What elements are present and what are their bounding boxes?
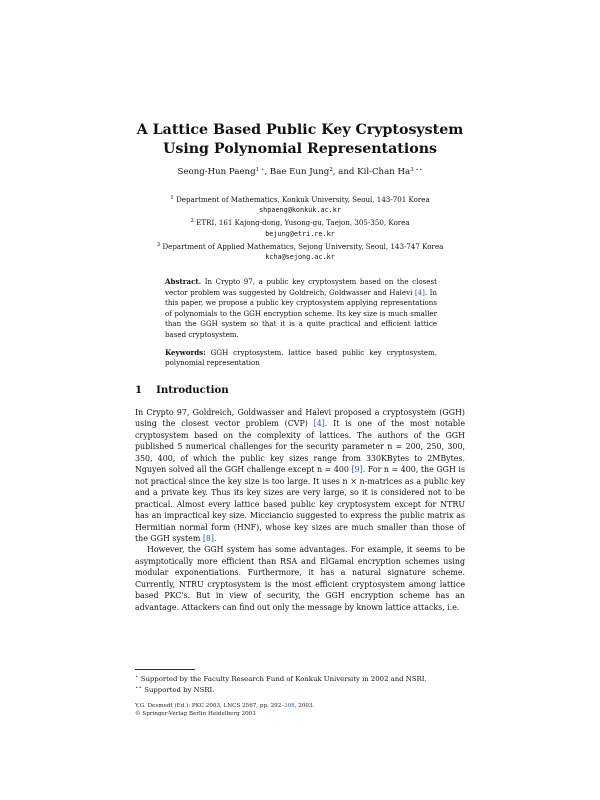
copyright-line: © Springer-Verlag Berlin Heidelberg 2003 bbox=[135, 711, 256, 718]
citation-text: Y.G. Desmedt (Ed.): PKC 2003, LNCS 2567, pp. 292– bbox=[135, 703, 285, 709]
citation-text: , 2003. bbox=[294, 703, 315, 709]
keywords-label: Keywords: bbox=[165, 347, 206, 357]
affiliation-text: Department of Applied Mathematics, Sejong University, Seoul, 143-747 Korea bbox=[162, 241, 444, 251]
keywords bbox=[165, 348, 437, 369]
author-mark: 1 ⋆ bbox=[255, 167, 265, 173]
footnote bbox=[135, 673, 465, 684]
publication-info bbox=[135, 702, 465, 718]
email[interactable]: bejung@etri.re.kr bbox=[265, 229, 335, 238]
paper-title bbox=[0, 121, 600, 159]
email[interactable]: kcha@sejong.ac.kr bbox=[265, 253, 335, 262]
author-mark: 3 ⋆⋆ bbox=[410, 167, 423, 173]
affiliation-text: Department of Mathematics, Konkuk University, Seoul, 143-701 Korea bbox=[176, 195, 430, 204]
body-text bbox=[135, 407, 465, 613]
citation-link[interactable]: [4] bbox=[313, 419, 325, 429]
paragraph-text: . It is one of the most notable cryptosystem based on the complexity of lattices. The authors of the GGH published 5 numerical challenges for the security parameter n = 200, 250, 300, 350, 400, of which the public key sizes range from 330KBytes to 2MBytes. Nguyen solved all the GGH challenge except n = 400 bbox=[135, 419, 465, 475]
title-line-2: Using Polynomial Representations bbox=[162, 141, 438, 157]
abstract-body: In Crypto 97, a public key cryptosystem based on the closest vector problem was suggested by Goldreich, Goldwasser and Halevi bbox=[165, 277, 437, 297]
section-number: 1 bbox=[135, 384, 143, 396]
section-heading bbox=[135, 384, 229, 396]
paragraph-text: In Crypto 97, Goldreich, Goldwasser and Halevi proposed a cryptosystem (GGH) using the closest vector problem (CVP) bbox=[135, 408, 465, 429]
author-name: Seong-Hun Paeng bbox=[177, 167, 256, 177]
footnote-rule bbox=[135, 669, 195, 670]
affiliation-number: 1 bbox=[170, 195, 174, 201]
affiliations bbox=[0, 193, 600, 263]
abstract-text bbox=[165, 277, 437, 341]
citation-link[interactable]: [4] bbox=[414, 287, 425, 297]
abstract-body: . In this paper, we propose a public key cryptosystem applying representations of polynomials to the GGH encryption scheme. Its key size is much smaller than the GGH system so that it is a quite practical and efficient lattice based cryptosystem. bbox=[165, 287, 437, 339]
affiliation-1 bbox=[0, 193, 600, 205]
affiliation-2 bbox=[0, 216, 600, 228]
affiliation-text: ETRI, 161 Kajong-dong, Yusong-gu, Taejon, 305-350, Korea bbox=[196, 218, 410, 228]
affiliation-number: 3 bbox=[156, 241, 161, 248]
page-link[interactable]: 308 bbox=[284, 703, 295, 709]
section-title: Introduction bbox=[156, 384, 229, 396]
author-list bbox=[0, 167, 600, 177]
citation-line bbox=[135, 702, 465, 710]
paragraph: However, the GGH system has some advantages. For example, it seems to be asymptotically more efficient than RSA and ElGamal encryption schemes using modular exponentiations. Furthermore, it has a natural signature scheme. Currently, NTRU cryptosystem is the most efficient cryptosystem among lattice based PKC's. But in view of security, the GGH encryption scheme has an advantage. Attackers can find out only the message by known lattice attacks, i.e. bbox=[135, 545, 465, 612]
affiliation-3 bbox=[0, 240, 600, 252]
footnotes bbox=[135, 673, 465, 695]
title-line-1: A Lattice Based Public Key Cryptosystem bbox=[136, 122, 464, 138]
footnote-text: Supported by NSRI. bbox=[144, 686, 215, 695]
paragraph-text: . For n = 400, the GGH is not practical since the key size is too large. It uses n × n-matrices as a public key and a private key. Thus its key sizes are very large, so it is considered not to be practical. Almost every lattice based public key cryptosystem except for NTRU has an impractical key size. Micciancio suggested to express the public matrix as Hermitian normal form (HNF), whose key sizes are much smaller than those of the GGH system bbox=[135, 465, 465, 543]
affiliation-number: 2 bbox=[190, 218, 194, 225]
author-name: , and Kil-Chan Ha bbox=[332, 167, 411, 177]
abstract-label: Abstract. bbox=[165, 277, 202, 286]
footnote-mark: ⋆⋆ bbox=[135, 685, 143, 692]
paragraph-text: . bbox=[214, 533, 217, 543]
citation-link[interactable]: [8] bbox=[202, 533, 215, 543]
citation-link[interactable]: [9] bbox=[351, 465, 363, 475]
author-name: , Bae Eun Jung bbox=[264, 167, 330, 177]
footnote-text: Supported by the Faculty Research Fund of Konkuk University in 2002 and NSRI. bbox=[140, 675, 427, 683]
footnote-mark: ⋆ bbox=[135, 674, 139, 680]
abstract bbox=[165, 277, 437, 369]
author-mark: 2 bbox=[329, 167, 333, 173]
footnote bbox=[135, 684, 465, 695]
keywords-text: GGH cryptosystem, lattice based public key cryptosystem, polynomial representation bbox=[165, 347, 437, 368]
email[interactable]: shpaeng@konkuk.ac.kr bbox=[259, 206, 341, 215]
paragraph bbox=[135, 407, 465, 544]
